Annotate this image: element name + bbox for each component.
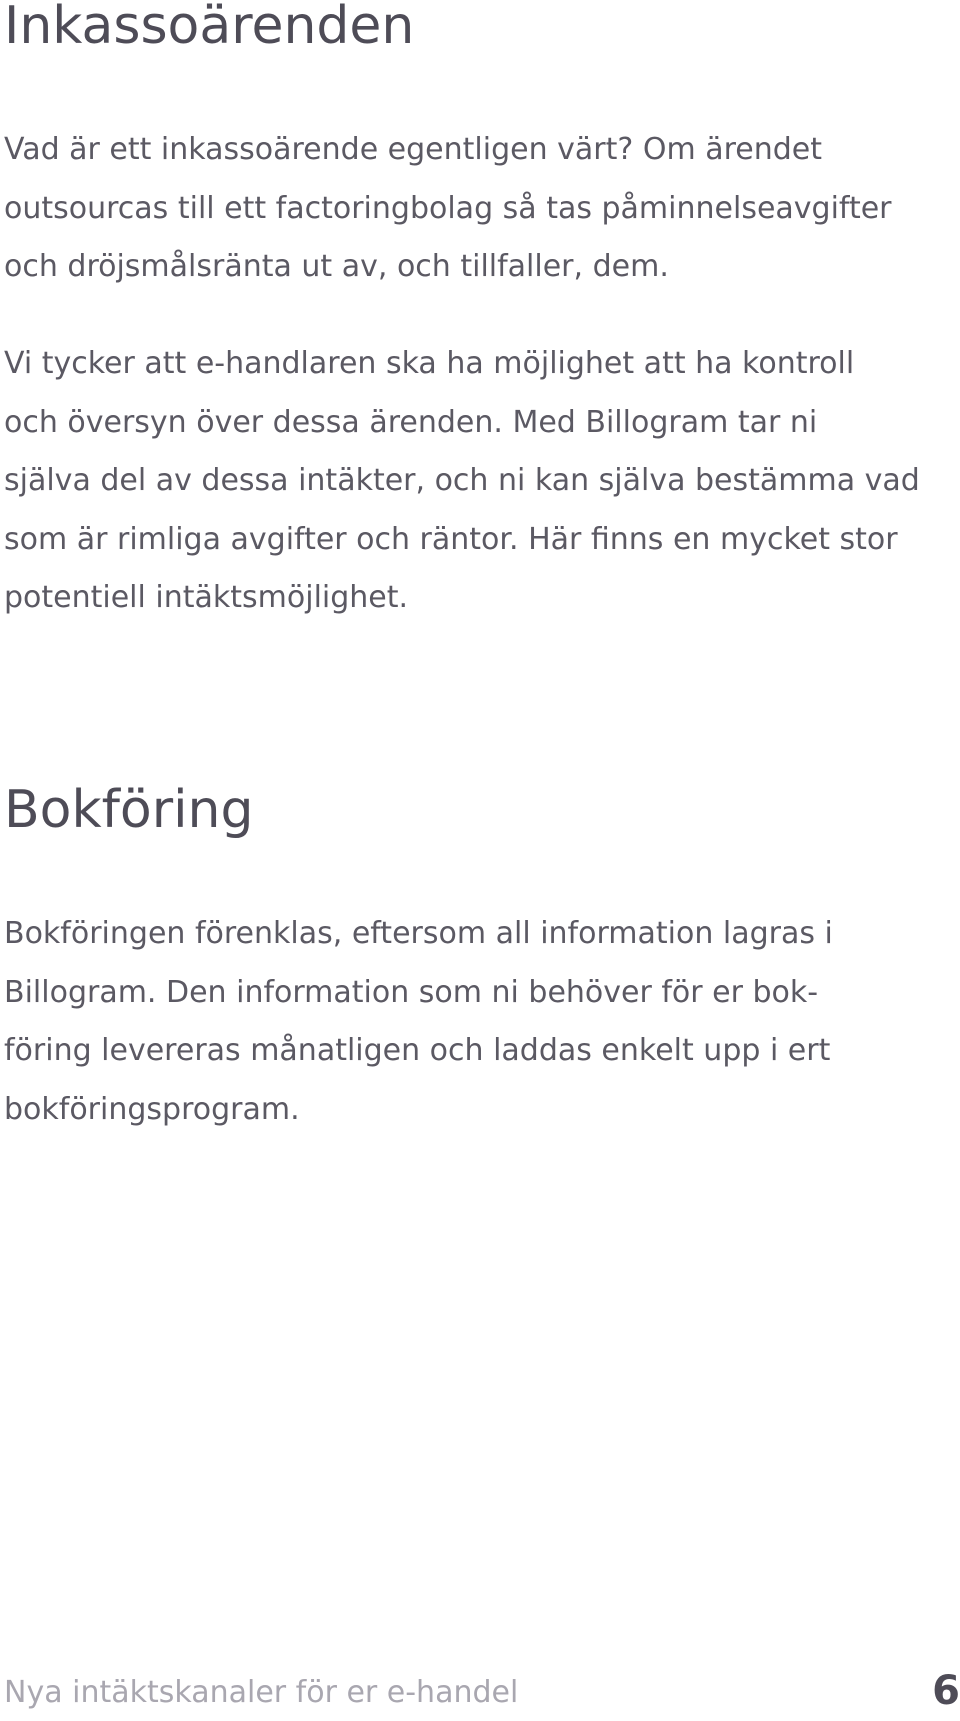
paragraph-inkasso-control (4, 335, 920, 628)
text-line: och översyn över dessa ärenden. Med Billogram tar ni (4, 404, 818, 440)
text-line: och dröjsmålsränta ut av, och tillfaller, dem. (4, 249, 669, 284)
text-line: Vi tycker att e-handlaren ska ha möjlighet att ha kontroll (4, 346, 855, 381)
footer-title: Nya intäktskanaler för er e-handel (4, 1675, 519, 1710)
text-line: själva del av dessa intäkter, och ni kan själva bestämma vad (4, 463, 920, 498)
text-line: föring levereras månatligen och laddas enkelt upp i ert (4, 1033, 831, 1068)
text-line: outsourcas till ett factoringbolag så tas påminnelseavgifter (4, 190, 892, 226)
text-line: potentiell intäktsmöjlighet. (4, 580, 409, 615)
section-heading-inkasso: Inkassoärenden (4, 0, 415, 56)
paragraph-bokforing (4, 905, 833, 1139)
page-number: 6 (932, 1668, 960, 1714)
text-line: bokföringsprogram. (4, 1091, 300, 1127)
section-heading-bokforing: Bokföring (4, 780, 254, 840)
text-line: Vad är ett inkassoärende egentligen värt? Om ärendet (4, 132, 822, 167)
text-line: Bokföringen förenklas, eftersom all information lagras i (4, 916, 833, 951)
paragraph-inkasso-intro (4, 121, 892, 297)
text-line: som är rimliga avgifter och räntor. Här finns en mycket stor (4, 521, 898, 557)
text-line: Billogram. Den information som ni behöver för er bok- (4, 974, 819, 1010)
